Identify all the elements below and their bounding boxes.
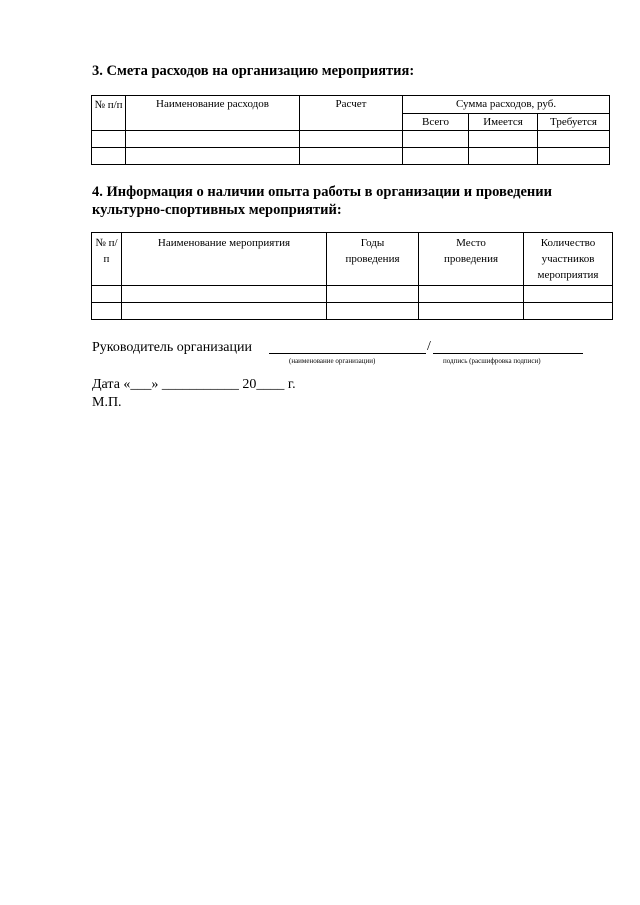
table-cell[interactable] xyxy=(122,286,327,303)
signature-label: Руководитель организации xyxy=(92,340,252,355)
table-cell[interactable] xyxy=(92,303,122,320)
expenses-col-calc: Расчет xyxy=(300,96,403,131)
table-cell[interactable] xyxy=(126,148,300,165)
organization-hint: (наименование организации) xyxy=(289,357,376,365)
section3-heading: 3. Смета расходов на организацию мероприятия: xyxy=(92,63,415,79)
table-cell[interactable] xyxy=(92,131,126,148)
expenses-col-name: Наименование расходов xyxy=(126,96,300,131)
table-cell[interactable] xyxy=(524,286,613,303)
signature-line[interactable] xyxy=(433,353,583,354)
section4-heading-line2: культурно-спортивных мероприятий: xyxy=(92,202,342,218)
expenses-col-need: Требуется xyxy=(538,114,610,131)
signature-slash: / xyxy=(427,339,431,354)
table-cell[interactable] xyxy=(403,148,469,165)
table-cell[interactable] xyxy=(300,148,403,165)
table-cell[interactable] xyxy=(327,303,419,320)
table-row xyxy=(92,131,610,148)
expenses-col-have: Имеется xyxy=(469,114,538,131)
table-cell[interactable] xyxy=(126,131,300,148)
expenses-col-total: Всего xyxy=(403,114,469,131)
experience-col-place: Место проведения xyxy=(419,233,524,286)
table-cell[interactable] xyxy=(524,303,613,320)
table-cell[interactable] xyxy=(300,131,403,148)
table-cell[interactable] xyxy=(92,286,122,303)
experience-table xyxy=(91,232,613,320)
table-row xyxy=(92,148,610,165)
table-cell[interactable] xyxy=(469,148,538,165)
table-cell[interactable] xyxy=(327,286,419,303)
table-row xyxy=(92,303,613,320)
table-cell[interactable] xyxy=(419,286,524,303)
stamp-label: М.П. xyxy=(92,395,122,410)
table-row xyxy=(92,286,613,303)
experience-col-name: Наименование мероприятия xyxy=(122,233,327,286)
table-cell[interactable] xyxy=(419,303,524,320)
organization-line[interactable] xyxy=(269,353,426,354)
experience-col-num: № п/п xyxy=(92,233,122,286)
table-cell[interactable] xyxy=(538,131,610,148)
table-cell[interactable] xyxy=(92,148,126,165)
table-cell[interactable] xyxy=(469,131,538,148)
table-cell[interactable] xyxy=(122,303,327,320)
expenses-col-sum: Сумма расходов, руб. xyxy=(403,96,610,114)
experience-col-years: Годы проведения xyxy=(327,233,419,286)
expenses-table xyxy=(91,95,610,165)
expenses-col-num: № п/п xyxy=(92,96,126,131)
experience-col-count: Количество участников мероприятия xyxy=(524,233,613,286)
table-cell[interactable] xyxy=(538,148,610,165)
section4-heading-line1: 4. Информация о наличии опыта работы в организации и проведении xyxy=(92,184,552,200)
signature-hint: подпись (расшифровка подписи) xyxy=(443,357,541,365)
date-label: Дата «___» ___________ 20____ г. xyxy=(92,377,296,392)
table-cell[interactable] xyxy=(403,131,469,148)
